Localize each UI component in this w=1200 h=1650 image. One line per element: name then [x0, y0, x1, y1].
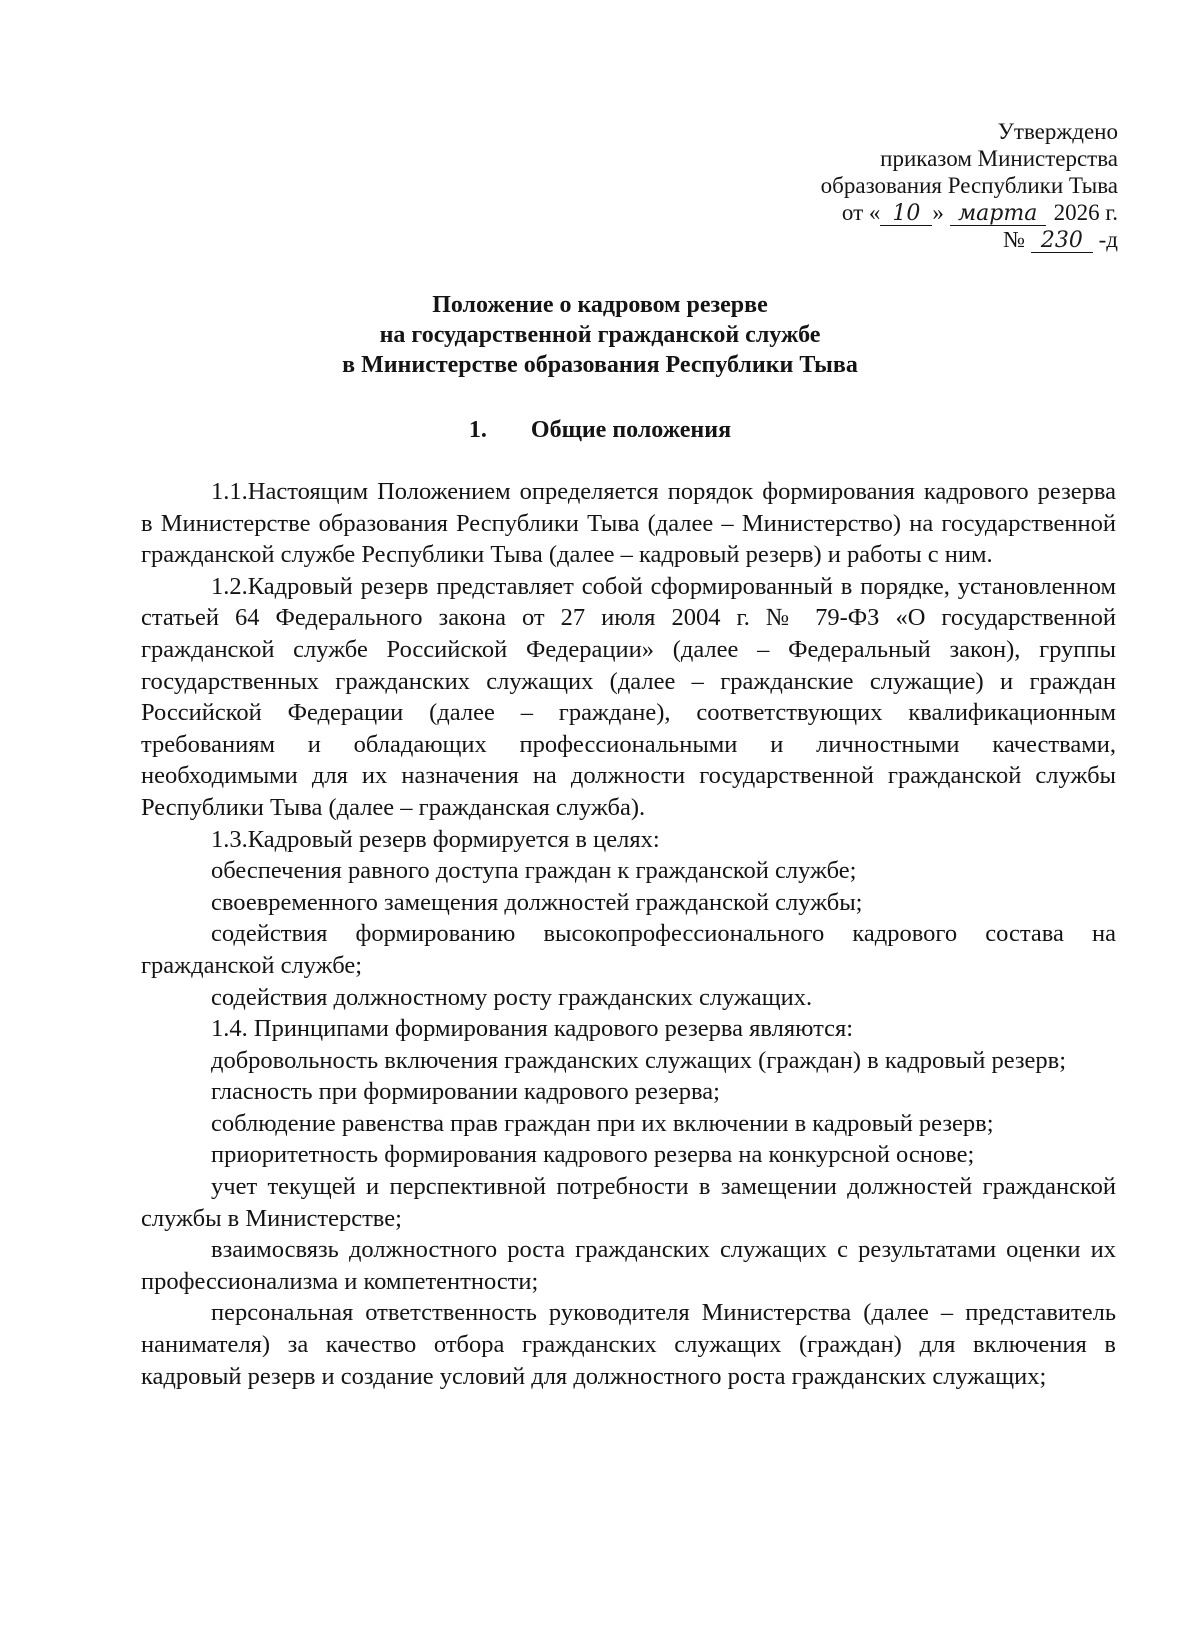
- number-prefix: №: [1003, 227, 1026, 252]
- handwritten-month: марта: [950, 203, 1046, 226]
- title-line-1: Положение о кадровом резерве: [432, 292, 768, 318]
- section-title: Общие положения: [530, 417, 732, 443]
- approval-date-line: [821, 199, 1118, 226]
- document-body: [141, 476, 1116, 1392]
- paragraph-1-1: 1.1.Настоящим Положением определяется порядок формирования кадрового резерва в Министерстве образования Республики Тыва (далее – Министерство) на государственной гражданской службе Республики Тыва (далее – кадровый резерв) и работы с ним.: [141, 478, 1116, 569]
- approval-stamp-block: [821, 118, 1118, 253]
- list-item: содействия формированию высокопрофессионального кадрового состава на гражданской службе;: [141, 920, 1116, 979]
- date-year: 2026 г.: [1053, 200, 1118, 225]
- title-line-2: на государственной гражданской службе: [379, 322, 821, 348]
- list-item: гласность при формировании кадрового резерва;: [211, 1078, 720, 1106]
- number-suffix: -д: [1098, 227, 1118, 252]
- approval-line-approved: Утверждено: [997, 119, 1118, 144]
- handwritten-number: 230: [1031, 230, 1093, 253]
- list-item: взаимосвязь должностного роста гражданских служащих с результатами оценки их профессионализма и компетентности;: [141, 1236, 1116, 1295]
- approval-line-order: приказом Министерства: [880, 146, 1118, 171]
- handwritten-day: 10: [880, 203, 932, 226]
- list-item: своевременного замещения должностей гражданской службы;: [211, 888, 863, 916]
- section-number: 1.: [468, 417, 487, 443]
- section-heading: [0, 415, 1200, 445]
- date-mid: »: [932, 200, 944, 225]
- paragraph-1-3: 1.3.Кадровый резерв формируется в целях:: [211, 825, 660, 853]
- date-prefix: от «: [841, 200, 881, 225]
- list-item: учет текущей и перспективной потребности в замещении должностей гражданской службы в Министерстве;: [141, 1173, 1116, 1232]
- approval-line-ministry: образования Республики Тыва: [820, 173, 1118, 198]
- list-item: содействия должностному росту гражданских служащих.: [211, 983, 813, 1011]
- list-item: добровольность включения гражданских служащих (граждан) в кадровый резерв;: [211, 1046, 1067, 1074]
- list-item: персональная ответственность руководителя Министерства (далее – представитель нанимателя) за качество отбора гражданских служащих (граждан) для включения в кадровый резерв и создание условий для должностного роста гражданских служащих;: [141, 1299, 1116, 1390]
- paragraph-1-4: 1.4. Принципами формирования кадрового резерва являются:: [211, 1015, 854, 1043]
- list-item: соблюдение равенства прав граждан при их включении в кадровый резерв;: [211, 1109, 994, 1137]
- list-item: приоритетность формирования кадрового резерва на конкурсной основе;: [211, 1141, 975, 1169]
- document-title: [0, 290, 1200, 380]
- list-item: обеспечения равного доступа граждан к гражданской службе;: [211, 857, 857, 885]
- paragraph-1-2: 1.2.Кадровый резерв представляет собой сформированный в порядке, установленном статьей 64 Федерального закона от 27 июля 2004 г. № 79-ФЗ «О государственной гражданской службе Российской Федерации» (далее – Федеральный закон), группы государственных гражданских служащих (далее – гражданские служащие) и граждан Российской Федерации (далее – граждане), соответствующих квалификационным требованиям и обладающих профессиональными и личностными качествами, необходимыми для их назначения на должности государственной гражданской службы Республики Тыва (далее – гражданская служба).: [141, 572, 1116, 821]
- title-line-3: в Министерстве образования Республики Тыва: [342, 352, 858, 378]
- approval-number-line: [821, 226, 1118, 253]
